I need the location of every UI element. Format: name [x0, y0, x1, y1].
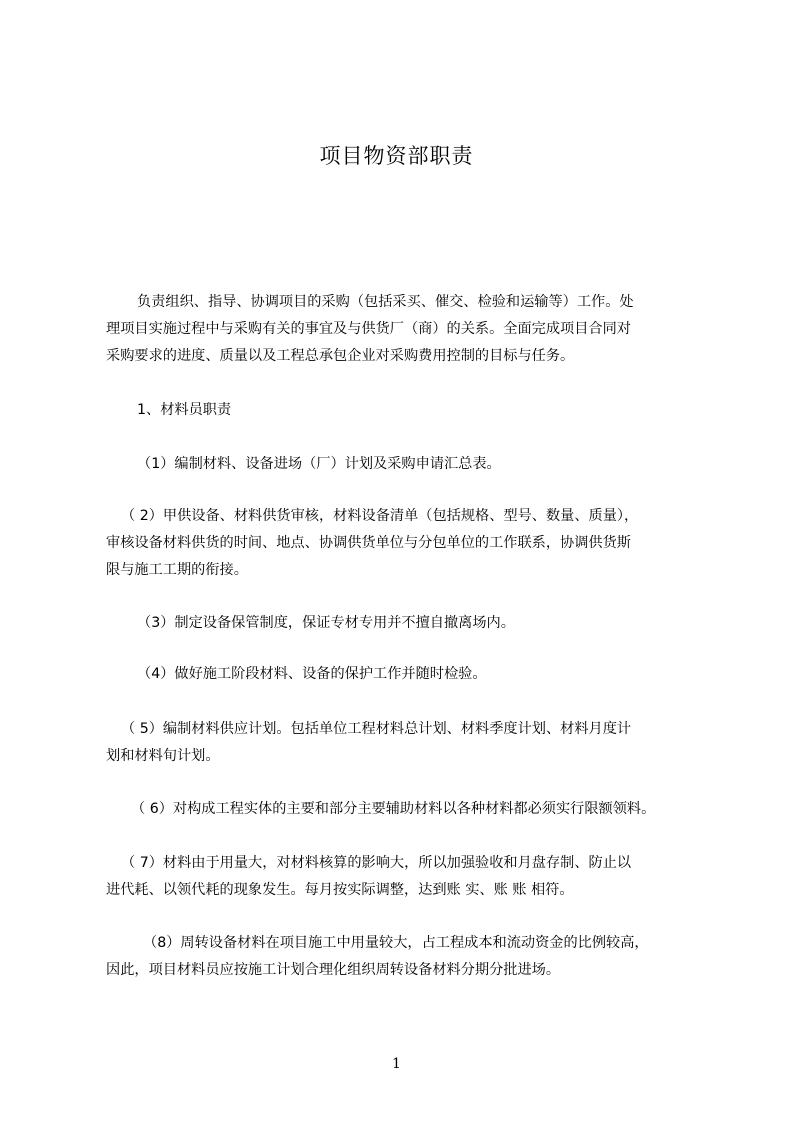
item-2-line-2: 审核设备材料供货的时间、地点、协调供货单位与分包单位的工作联系，协调供货斯: [106, 535, 631, 551]
intro-line-2: 理项目实施过程中与采购有关的事宜及与供货厂（商）的关系。全面完成项目合同对: [106, 321, 631, 337]
page-title: 项目物资部职责: [319, 144, 474, 168]
item-4-line-1: （4）做好施工阶段材料、设备的保护工作并随时检验。: [137, 666, 487, 682]
page-number: 1: [392, 1056, 401, 1072]
item-5-line-2: 划和材料旬计划。: [106, 748, 220, 764]
item-2-line-1: （ 2）甲供设备、材料供货审核，材料设备清单（包括规格、型号、数量、质量），: [121, 508, 639, 524]
item-3: [137, 610, 743, 637]
item-8: [106, 930, 712, 984]
item-6-line-1: （ 6）对构成工程实体的主要和部分主要辅助材料以各种材料都必须实行限额领料。: [131, 801, 656, 817]
intro-line-1: 负责组织、指导、协调项目的采购（包括采买、催交、检验和运输等）工作。处: [137, 294, 634, 310]
section-heading: 1、材料员职责: [137, 402, 232, 418]
item-5-line-1: （ 5）编制材料供应计划。包括单位工程材料总计划、材料季度计划、材料月度计: [121, 721, 632, 737]
item-8-line-1: （8）周转设备材料在项目施工中用量较大，占工程成本和流动资金的比例较高，: [143, 935, 649, 951]
item-3-line-1: （3）制定设备保管制度，保证专材专用并不擅自撤离场内。: [137, 615, 515, 631]
item-6: [121, 796, 721, 823]
item-2: [106, 503, 712, 584]
item-5: [106, 716, 712, 770]
item-7: [106, 850, 712, 904]
intro-paragraph: [106, 289, 712, 370]
item-2-line-3: 限与施工工期的衔接。: [106, 562, 248, 578]
item-1: [137, 451, 743, 478]
item-1-line-1: （1）编制材料、设备进场（厂）计划及采购申请汇总表。: [137, 456, 501, 472]
item-4: [137, 661, 743, 688]
intro-line-3: 采购要求的进度、质量以及工程总承包企业对采购费用控制的目标与任务。: [106, 348, 575, 364]
item-8-line-2: 因此，项目材料员应按施工计划合理化组织周转设备材料分期分批进场。: [106, 962, 561, 978]
item-7-line-1: （ 7）材料由于用量大，对材料核算的影响大，所以加强验收和月盘存制、防止以: [121, 855, 632, 871]
item-7-line-2: 进代耗、以领代耗的现象发生。每月按实际调整，达到账 实、账 账 相符。: [106, 882, 574, 898]
